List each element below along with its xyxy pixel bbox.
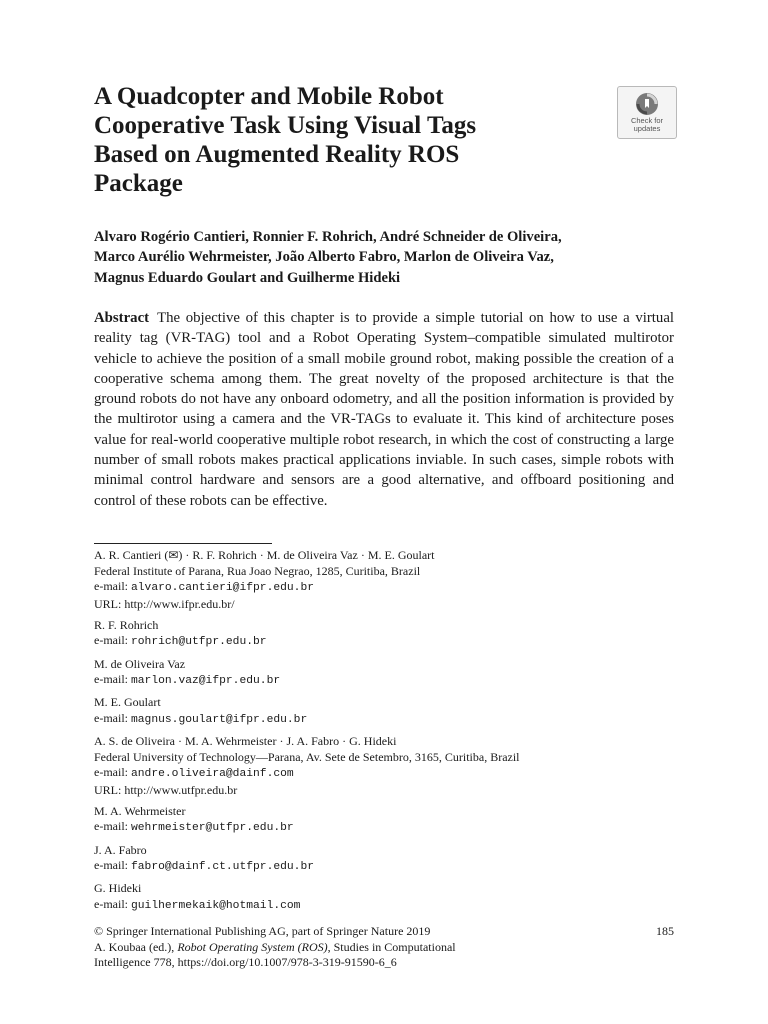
affiliation-block xyxy=(94,734,694,798)
citation-editor: A. Koubaa (ed.), xyxy=(94,939,178,954)
author-line: Marco Aurélio Wehrmeister, João Alberto Fabro, Marlon de Oliveira Vaz, xyxy=(94,249,554,266)
affiliation-url-prefix: URL: xyxy=(94,782,125,797)
affiliation-names: M. A. Wehrmeister xyxy=(94,803,186,818)
affiliation-names: A. R. Cantieri (✉) · R. F. Rohrich · M. de Oliveira Vaz · M. E. Goulart xyxy=(94,548,435,562)
affiliation-url[interactable] xyxy=(94,783,694,799)
abstract xyxy=(94,308,674,511)
affiliation-institution: Federal University of Technology—Parana, Av. Sete de Setembro, 3165, Curitiba, Brazil xyxy=(94,749,520,764)
abstract-text: The objective of this chapter is to provide a simple tutorial on how to use a virtual reality tag (VR-TAG) tool and a Robot Operating System–compatible simulated multirotor vehicle to achieve the position of a small mobile ground robot, making possible the creation of a cooperative schema among them. The great novelty of the proposed architecture is that the ground robots do not have any onboard odometry, and all the position information is provided by the multirotor using a camera and the VR-TAGs to evaluate it. This kind of architecture poses value for real-world cooperative multiple robot research, in which the cost of constructing a large number of small robots makes practical applications inviable. In such cases, simple robots with minimal control hardware and sensors are a good alternative, and offboard positioning and control of these robots can be effective. xyxy=(94,310,674,509)
copyright-line: © Springer International Publishing AG, part of Springer Nature 2019 xyxy=(94,924,431,938)
check-updates-icon xyxy=(635,92,659,116)
chapter-title xyxy=(94,82,614,198)
affiliation-email-prefix: e-mail: xyxy=(94,858,131,873)
affiliation-email-prefix: e-mail: xyxy=(94,672,131,687)
affiliation-block xyxy=(94,657,694,690)
affiliation-names: G. Hideki xyxy=(94,881,142,896)
affiliation-block xyxy=(94,881,694,914)
affiliation-block xyxy=(94,695,694,728)
affiliation-email[interactable] xyxy=(94,858,694,876)
badge-label: Check for updates xyxy=(630,116,664,133)
affiliations xyxy=(94,548,694,920)
affiliation-email-value[interactable]: magnus.goulart@ifpr.edu.br xyxy=(130,713,308,726)
affiliation-names: M. E. Goulart xyxy=(94,695,161,710)
affiliation-email-value[interactable]: alvaro.cantieri@ifpr.edu.br xyxy=(130,582,315,595)
affiliation-names: R. F. Rohrich xyxy=(94,617,159,632)
affiliation-block xyxy=(94,843,694,876)
check-for-updates-badge[interactable] xyxy=(617,86,677,139)
affiliation-email-value[interactable]: andre.oliveira@dainf.com xyxy=(130,768,294,781)
author-line: Alvaro Rogério Cantieri, Ronnier F. Rohrich, André Schneider de Oliveira, xyxy=(94,229,562,245)
page-footer xyxy=(94,924,674,971)
affiliation-email-value[interactable]: wehrmeister@utfpr.edu.br xyxy=(130,822,294,835)
affiliation-email[interactable] xyxy=(94,672,694,690)
affiliation-names: M. de Oliveira Vaz xyxy=(94,656,186,671)
affiliation-email[interactable] xyxy=(94,579,694,597)
citation-book: Robot Operating System (ROS) xyxy=(177,939,328,954)
affiliation-email-prefix: e-mail: xyxy=(94,710,131,725)
affiliation-email[interactable] xyxy=(94,711,694,729)
affiliation-email-prefix: e-mail: xyxy=(94,633,131,648)
affiliation-email-value[interactable]: marlon.vaz@ifpr.edu.br xyxy=(130,675,281,688)
affiliation-email-value[interactable]: guilhermekaik@hotmail.com xyxy=(130,899,301,912)
author-line: Magnus Eduardo Goulart and Guilherme Hideki xyxy=(94,269,401,286)
affiliation-email-prefix: e-mail: xyxy=(94,579,131,594)
title-line: A Quadcopter and Mobile Robot xyxy=(94,83,444,110)
doi-line[interactable]: Intelligence 778, https://doi.org/10.1007/978-3-319-91590-6_6 xyxy=(94,955,397,970)
affiliation-email-value[interactable]: rohrich@utfpr.edu.br xyxy=(130,636,267,649)
affiliation-institution: Federal Institute of Parana, Rua Joao Negrao, 1285, Curitiba, Brazil xyxy=(94,563,421,578)
affiliation-email[interactable] xyxy=(94,633,694,651)
citation-series: , Studies in Computational xyxy=(327,939,456,954)
author-list xyxy=(94,227,684,288)
affiliation-email-prefix: e-mail: xyxy=(94,765,131,780)
affiliation-url[interactable] xyxy=(94,597,694,613)
affiliation-url-prefix: URL: xyxy=(94,596,125,611)
affiliation-email[interactable] xyxy=(94,897,694,915)
citation-line xyxy=(94,940,674,956)
affiliation-block xyxy=(94,618,694,651)
page-number: 185 xyxy=(656,924,674,938)
affiliation-url-value[interactable]: http://www.ifpr.edu.br/ xyxy=(124,596,235,611)
affiliation-email-prefix: e-mail: xyxy=(94,819,131,834)
affiliation-url-value[interactable]: http://www.utfpr.edu.br xyxy=(124,782,238,797)
affiliation-block xyxy=(94,804,694,837)
affiliation-email[interactable] xyxy=(94,819,694,837)
affiliation-email-value[interactable]: fabro@dainf.ct.utfpr.edu.br xyxy=(130,861,315,874)
affiliation-email-prefix: e-mail: xyxy=(94,896,131,911)
abstract-label: Abstract xyxy=(94,310,150,326)
title-line: Cooperative Task Using Visual Tags xyxy=(94,112,477,139)
affiliation-block xyxy=(94,548,694,612)
title-line: Based on Augmented Reality ROS xyxy=(94,141,460,168)
affiliation-names: A. S. de Oliveira · M. A. Wehrmeister · J. A. Fabro · G. Hideki xyxy=(94,733,397,748)
affiliation-names: J. A. Fabro xyxy=(94,842,147,857)
affiliation-email[interactable] xyxy=(94,765,694,783)
footnote-rule xyxy=(94,543,272,544)
title-line: Package xyxy=(94,170,183,197)
